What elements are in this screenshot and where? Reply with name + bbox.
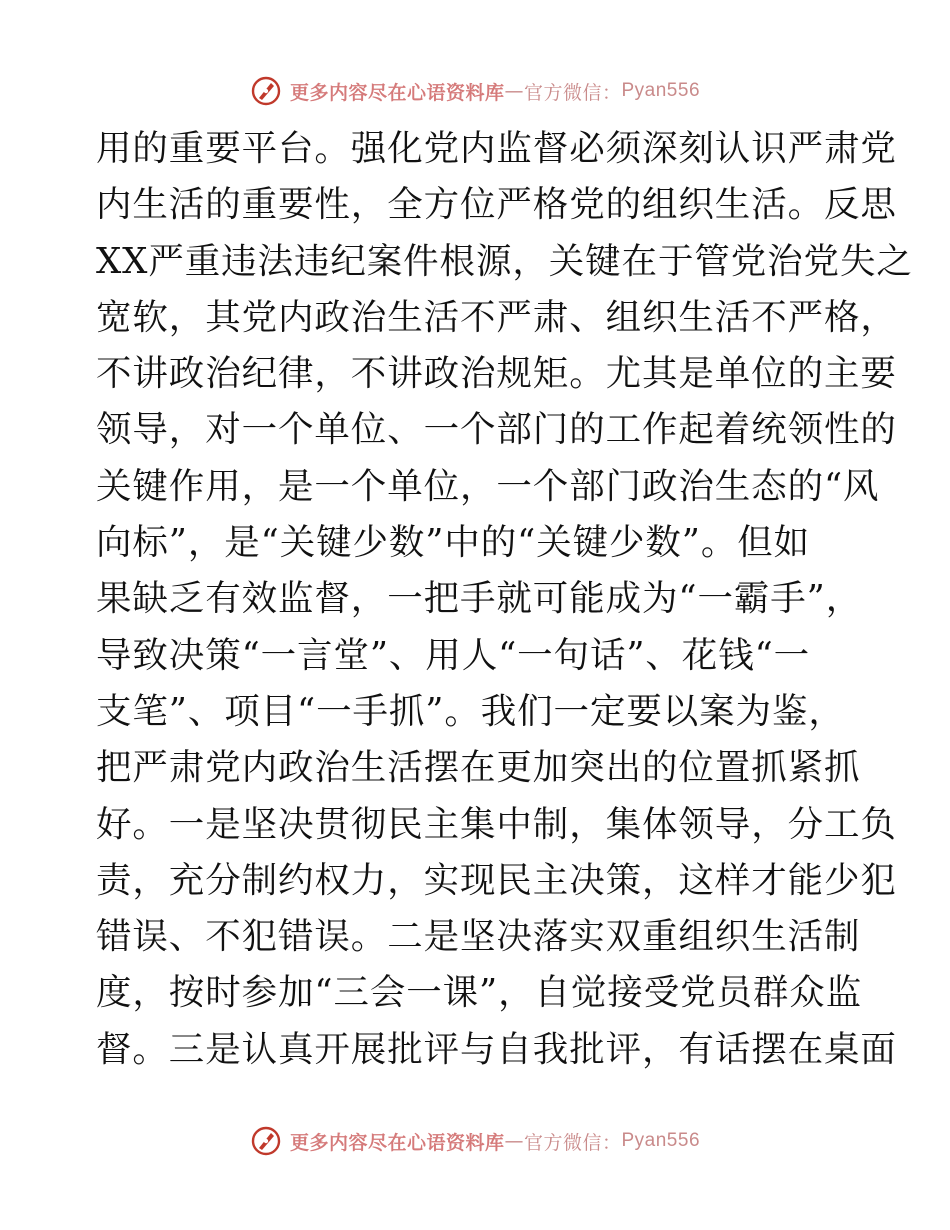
- text-line: 宽软，其党内政治生活不严肃、组织生活不严格，: [96, 296, 897, 338]
- text-line: 向标”，是“关键少数”中的“关键少数”。但如: [96, 522, 811, 564]
- text-line: 果缺乏有效监督，一把手就可能成为“一霸手”，: [96, 578, 863, 620]
- text-line: 不讲政治纪律，不讲政治规矩。尤其是单位的主要: [96, 353, 897, 395]
- text-line: 支笔”、项目“一手抓”。我们一定要以案为鉴，: [96, 690, 845, 732]
- document-body: [96, 121, 913, 1078]
- text-line: 关键作用，是一个单位，一个部门政治生态的“风: [96, 465, 880, 507]
- text-line: 导致决策“一言堂”、用人“一句话”、花钱“一: [96, 634, 811, 676]
- text-line: XX严重违法违纪案件根源，关键在于管党治党失之: [96, 240, 913, 282]
- text-line: 责，充分制约权力，实现民主决策，这样才能少犯: [96, 859, 897, 901]
- watermark-main-text: 更多内容尽在心语资料库: [289, 1131, 505, 1154]
- pen-nib-logo-icon: [250, 75, 282, 107]
- watermark-id-text: Pyan556: [621, 1130, 701, 1151]
- pen-nib-logo-icon: [250, 1125, 282, 1157]
- watermark-sub-text: 官方微信：: [523, 1131, 622, 1154]
- text-line: 用的重要平台。强化党内监督必须深刻认识严肃党: [96, 128, 897, 169]
- text-line: 度，按时参加“三会一课”，自觉接受党员群众监: [96, 972, 863, 1014]
- watermark-dash: —: [504, 80, 524, 102]
- footer-watermark: [0, 1121, 950, 1161]
- text-line: 错误、不犯错误。二是坚决落实双重组织生活制: [96, 916, 861, 958]
- watermark-dash: —: [504, 1130, 524, 1152]
- header-watermark: [0, 71, 950, 111]
- text-line: 督。三是认真开展批评与自我批评，有话摆在桌面: [96, 1028, 897, 1070]
- text-line: 领导，对一个单位、一个部门的工作起着统领性的: [96, 409, 897, 451]
- text-line: 好。一是坚决贯彻民主集中制，集体领导，分工负: [96, 803, 897, 845]
- watermark-sub-text: 官方微信：: [523, 81, 622, 104]
- watermark-id-text: Pyan556: [621, 80, 701, 101]
- text-line: 内生活的重要性，全方位严格党的组织生活。反思: [96, 184, 897, 226]
- watermark-main-text: 更多内容尽在心语资料库: [289, 81, 505, 104]
- text-line: 把严肃党内政治生活摆在更加突出的位置抓紧抓: [96, 747, 861, 789]
